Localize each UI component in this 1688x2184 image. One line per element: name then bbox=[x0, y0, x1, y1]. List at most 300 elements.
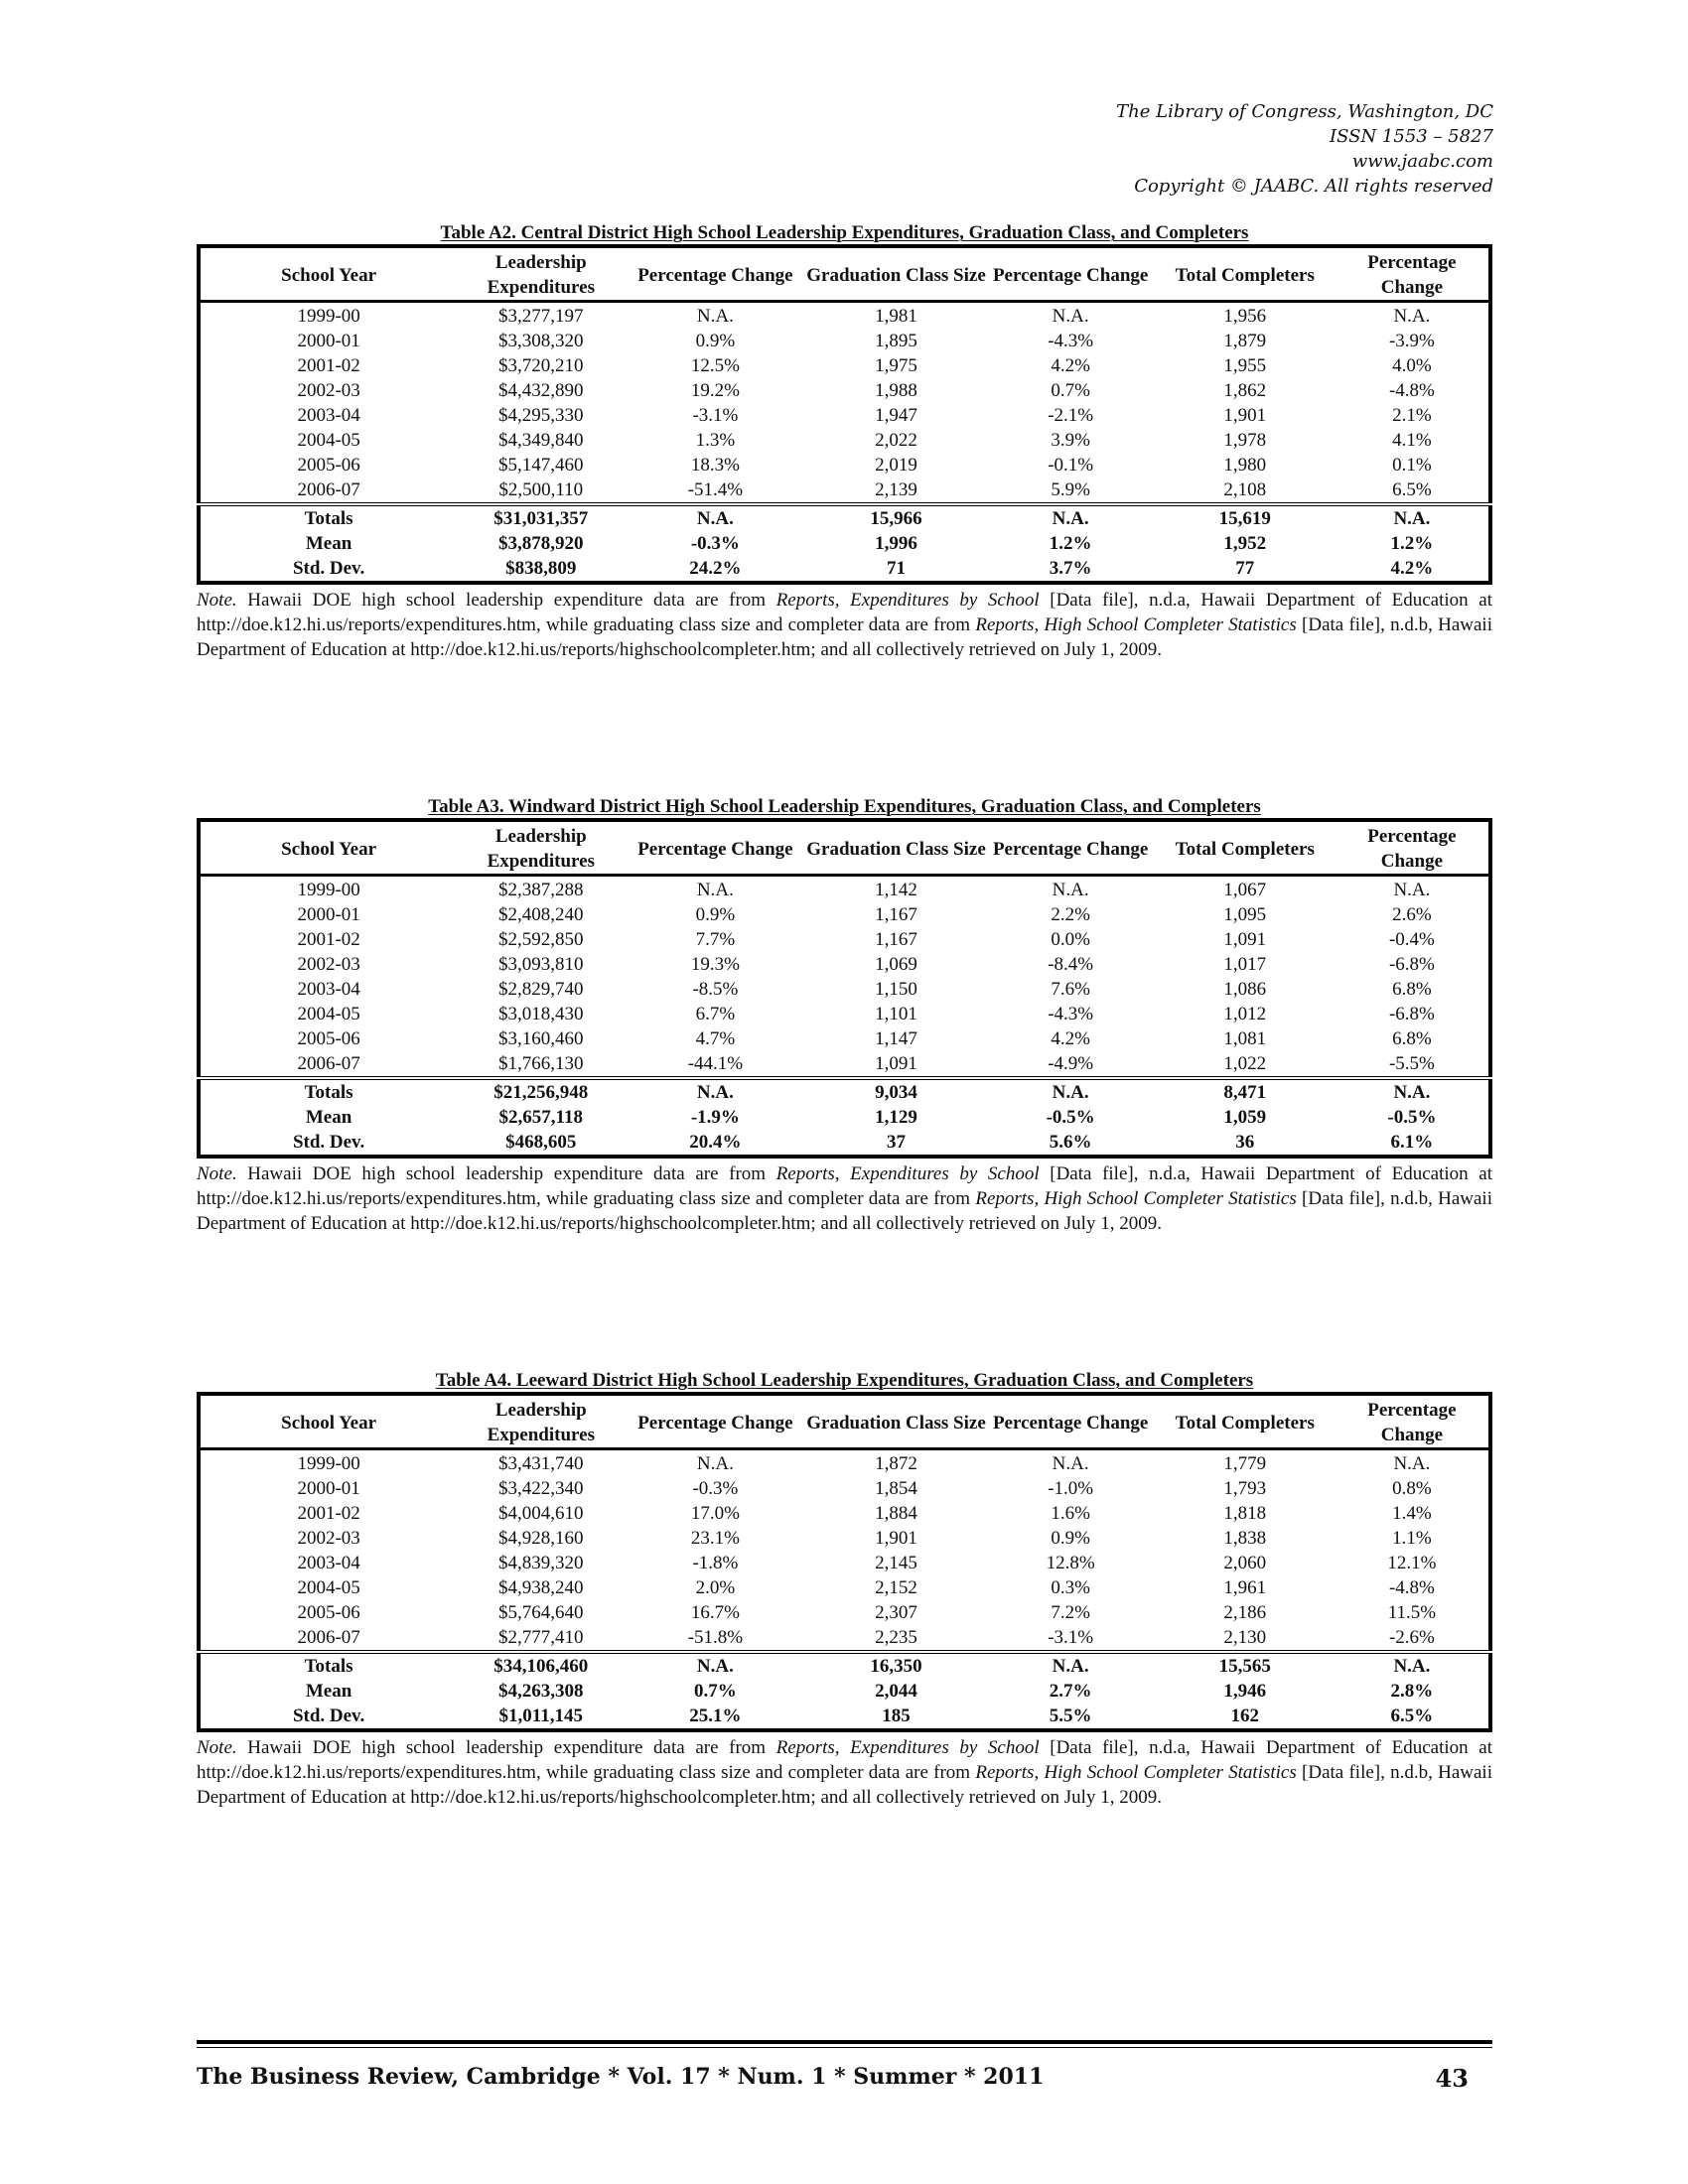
table-row bbox=[199, 1501, 1490, 1526]
table-cell: 5.9% bbox=[1051, 479, 1090, 500]
table-cell: 2003-04 bbox=[297, 1553, 360, 1573]
table-cell: 1,147 bbox=[875, 1028, 917, 1049]
table-cell: $3,308,320 bbox=[498, 331, 584, 351]
header-line-1: The Library of Congress, Washington, DC bbox=[1116, 101, 1493, 122]
table-cell: N.A. bbox=[696, 880, 734, 900]
table-cell: 1,981 bbox=[875, 306, 917, 327]
table-a2 bbox=[197, 244, 1492, 585]
table-cell: 2005-06 bbox=[297, 1602, 360, 1623]
column-header: Percentage Change bbox=[1336, 1394, 1490, 1449]
summary-cell: 6.5% bbox=[1390, 1706, 1434, 1726]
summary-cell: 8,471 bbox=[1155, 1078, 1336, 1105]
table-cell: -4.8% bbox=[1388, 1577, 1435, 1598]
summary-row bbox=[199, 1130, 1490, 1157]
table-cell: $4,938,240 bbox=[498, 1577, 584, 1598]
table-cell: 2003-04 bbox=[297, 405, 360, 426]
summary-cell: 162 bbox=[1230, 1706, 1260, 1726]
table-cell: 1999-00 bbox=[297, 880, 360, 900]
table-cell: $4,432,890 bbox=[498, 380, 584, 401]
table-cell: 1.4% bbox=[1392, 1503, 1432, 1524]
summary-cell: 0.7% bbox=[694, 1681, 737, 1702]
table-cell: 1,838 bbox=[1223, 1528, 1267, 1549]
note-text: [Data file], n.d.a, Hawaii Department of Education at http://doe.k12.hi.us/reports/expenditures.htm, while graduating class size and completer data are from bbox=[197, 1737, 1492, 1783]
note-text: Hawaii DOE high school leadership expenditure data are from bbox=[236, 1737, 776, 1758]
table-cell: 1,012 bbox=[1223, 1004, 1267, 1024]
table-cell: 2,019 bbox=[875, 455, 917, 476]
table-cell: -2.1% bbox=[1048, 405, 1094, 426]
table-cell: 1,895 bbox=[875, 331, 917, 351]
table-cell: 1,101 bbox=[875, 1004, 917, 1024]
table-cell: $4,004,610 bbox=[498, 1503, 584, 1524]
summary-cell: 3.7% bbox=[1049, 558, 1092, 579]
summary-cell: $4,263,308 bbox=[498, 1681, 584, 1702]
table-a2-block bbox=[197, 223, 1492, 662]
column-header: Percentage Change bbox=[1336, 820, 1490, 876]
table-cell: 2000-01 bbox=[297, 1478, 360, 1499]
summary-cell: Std. Dev. bbox=[292, 1706, 365, 1726]
table-cell: 1,067 bbox=[1223, 880, 1267, 900]
table-caption bbox=[197, 223, 1492, 244]
table-cell: 1,988 bbox=[875, 380, 917, 401]
table-cell: 1,862 bbox=[1223, 380, 1267, 401]
table-cell: 1,956 bbox=[1223, 306, 1267, 327]
summary-cell: 2.8% bbox=[1390, 1681, 1434, 1702]
summary-cell: 9,034 bbox=[805, 1078, 986, 1105]
summary-cell: $3,878,920 bbox=[498, 533, 584, 554]
summary-cell: 1.2% bbox=[1049, 533, 1092, 554]
summary-cell: N.A. bbox=[1336, 1078, 1490, 1105]
table-row bbox=[199, 1575, 1490, 1600]
summary-cell: N.A. bbox=[987, 1078, 1155, 1105]
table-cell: 4.2% bbox=[1051, 1028, 1090, 1049]
table-cell: 1,872 bbox=[875, 1453, 917, 1474]
table-cell: 0.9% bbox=[695, 331, 736, 351]
column-header: Percentage Change bbox=[625, 246, 805, 302]
note-text: [Data file], n.d.a, Hawaii Department of Education at http://doe.k12.hi.us/reports/expenditures.htm, while graduating class size and completer data are from bbox=[197, 590, 1492, 635]
summary-cell: 5.6% bbox=[1049, 1132, 1092, 1153]
summary-cell: 1,059 bbox=[1223, 1107, 1267, 1128]
table-cell: 2002-03 bbox=[297, 1528, 360, 1549]
table-row bbox=[199, 378, 1490, 403]
table-cell: 1,947 bbox=[875, 405, 917, 426]
table-note bbox=[197, 1161, 1492, 1236]
table-cell: 0.9% bbox=[695, 904, 736, 925]
table-row bbox=[199, 1625, 1490, 1652]
table-row bbox=[199, 876, 1490, 903]
table-cell: 1.1% bbox=[1392, 1528, 1432, 1549]
note-source-title: Reports, Expenditures by School bbox=[775, 1163, 1040, 1184]
table-cell: 2001-02 bbox=[297, 355, 360, 376]
summary-cell: 16,350 bbox=[805, 1652, 986, 1679]
table-cell: 1,150 bbox=[875, 979, 917, 1000]
table-cell: 2002-03 bbox=[297, 954, 360, 975]
table-cell: -4.9% bbox=[1048, 1053, 1094, 1074]
summary-cell: N.A. bbox=[987, 504, 1155, 531]
table-cell: -6.8% bbox=[1388, 954, 1435, 975]
table-row bbox=[199, 927, 1490, 952]
table-cell: $3,160,460 bbox=[498, 1028, 584, 1049]
summary-row bbox=[199, 504, 1490, 531]
column-header: Percentage Change bbox=[625, 1394, 805, 1449]
table-row bbox=[199, 952, 1490, 977]
summary-cell: Totals bbox=[199, 1078, 457, 1105]
table-cell: 1.3% bbox=[695, 430, 736, 451]
table-note bbox=[197, 588, 1492, 662]
table-cell: 2,139 bbox=[875, 479, 917, 500]
summary-row bbox=[199, 1704, 1490, 1730]
summary-row bbox=[199, 1105, 1490, 1130]
table-cell: 2005-06 bbox=[297, 455, 360, 476]
table-cell: 1,854 bbox=[875, 1478, 917, 1499]
table-cell: 4.1% bbox=[1392, 430, 1432, 451]
column-header: School Year bbox=[199, 1394, 457, 1449]
table-cell: $3,720,210 bbox=[498, 355, 584, 376]
column-header: Percentage Change bbox=[1336, 246, 1490, 302]
table-cell: 1,879 bbox=[1223, 331, 1267, 351]
table-row bbox=[199, 902, 1490, 927]
table-header-row bbox=[199, 820, 1490, 876]
summary-cell: Mean bbox=[305, 533, 352, 554]
table-caption bbox=[197, 797, 1492, 818]
footer-journal-title: The Business Review, Cambridge * Vol. 17 * Num. 1 * Summer * 2011 bbox=[197, 2064, 1045, 2090]
summary-cell: 15,966 bbox=[805, 504, 986, 531]
table-cell: N.A. bbox=[1052, 306, 1089, 327]
table-cell: $4,295,330 bbox=[498, 405, 584, 426]
summary-cell: -0.3% bbox=[690, 533, 740, 554]
column-header: Graduation Class Size bbox=[805, 820, 986, 876]
summary-cell: 5.5% bbox=[1049, 1706, 1092, 1726]
table-cell: 1.6% bbox=[1051, 1503, 1090, 1524]
table-cell: 0.3% bbox=[1051, 1577, 1090, 1598]
note-text: Hawaii DOE high school leadership expenditure data are from bbox=[236, 1163, 776, 1184]
summary-cell: $34,106,460 bbox=[457, 1652, 625, 1679]
note-text: [Data file], n.d.a, Hawaii Department of Education at http://doe.k12.hi.us/reports/expenditures.htm, while graduating class size and completer data are from bbox=[197, 1163, 1492, 1209]
table-cell: $3,277,197 bbox=[498, 306, 584, 327]
table-cell: 18.3% bbox=[690, 455, 740, 476]
table-cell: N.A. bbox=[696, 1453, 734, 1474]
table-row bbox=[199, 428, 1490, 453]
table-cell: 2006-07 bbox=[297, 1053, 360, 1074]
table-row bbox=[199, 1476, 1490, 1501]
table-cell: -6.8% bbox=[1388, 1004, 1435, 1024]
table-cell: 1,091 bbox=[875, 1053, 917, 1074]
table-note bbox=[197, 1735, 1492, 1810]
table-cell: 4.0% bbox=[1392, 355, 1432, 376]
table-cell: 2001-02 bbox=[297, 929, 360, 950]
table-cell: 6.8% bbox=[1392, 1028, 1432, 1049]
table-cell: $3,093,810 bbox=[498, 954, 584, 975]
table-cell: 7.2% bbox=[1051, 1602, 1090, 1623]
summary-row bbox=[199, 531, 1490, 556]
summary-cell: 15,619 bbox=[1155, 504, 1336, 531]
table-cell: 16.7% bbox=[690, 1602, 740, 1623]
table-cell: -2.6% bbox=[1388, 1627, 1435, 1648]
table-row bbox=[199, 302, 1490, 330]
table-row bbox=[199, 403, 1490, 428]
table-cell: -4.3% bbox=[1048, 331, 1094, 351]
note-text: [Data file], n.d.b, Hawaii Department of Education at http://doe.k12.hi.us/reports/highschoolcompleter.htm; and all collectively retrieved on July 1, 2009. bbox=[197, 1762, 1492, 1808]
table-cell: -3.1% bbox=[692, 405, 739, 426]
column-header: Total Completers bbox=[1155, 820, 1336, 876]
column-header: Graduation Class Size bbox=[805, 246, 986, 302]
table-caption-text: Table A4. Leeward District High School Leadership Expenditures, Graduation Class, and Completers bbox=[435, 1370, 1254, 1391]
column-header: Total Completers bbox=[1155, 246, 1336, 302]
table-cell: $1,766,130 bbox=[498, 1053, 584, 1074]
summary-cell: 36 bbox=[1235, 1132, 1255, 1153]
table-cell: $4,928,160 bbox=[498, 1528, 584, 1549]
table-cell: -44.1% bbox=[687, 1053, 744, 1074]
summary-cell: $838,809 bbox=[505, 558, 577, 579]
table-cell: 1,779 bbox=[1223, 1453, 1267, 1474]
column-header: Percentage Change bbox=[987, 820, 1155, 876]
column-header: Percentage Change bbox=[987, 246, 1155, 302]
table-cell: N.A. bbox=[1393, 1453, 1431, 1474]
table-header-row bbox=[199, 1394, 1490, 1449]
column-header: Percentage Change bbox=[625, 820, 805, 876]
summary-cell: 185 bbox=[882, 1706, 911, 1726]
column-header: Leadership Expenditures bbox=[457, 1394, 625, 1449]
table-cell: 23.1% bbox=[690, 1528, 740, 1549]
table-cell: 7.7% bbox=[695, 929, 736, 950]
table-cell: 12.8% bbox=[1046, 1553, 1095, 1573]
table-cell: 6.5% bbox=[1392, 479, 1432, 500]
table-cell: 2000-01 bbox=[297, 904, 360, 925]
summary-cell: N.A. bbox=[1336, 504, 1490, 531]
column-header: Leadership Expenditures bbox=[457, 820, 625, 876]
table-cell: 2,108 bbox=[1223, 479, 1267, 500]
table-cell: N.A. bbox=[696, 306, 734, 327]
table-row bbox=[199, 478, 1490, 504]
table-cell: 2004-05 bbox=[297, 1004, 360, 1024]
summary-cell: 77 bbox=[1235, 558, 1255, 579]
table-cell: -0.3% bbox=[692, 1478, 739, 1499]
note-label: Note. bbox=[197, 1163, 237, 1184]
table-cell: 1,978 bbox=[1223, 430, 1267, 451]
table-cell: 6.7% bbox=[695, 1004, 736, 1024]
table-cell: 1,142 bbox=[875, 880, 917, 900]
table-cell: $2,387,288 bbox=[498, 880, 584, 900]
table-cell: 1,086 bbox=[1223, 979, 1267, 1000]
table-cell: -3.9% bbox=[1388, 331, 1435, 351]
table-cell: 0.1% bbox=[1392, 455, 1432, 476]
summary-cell: 1,952 bbox=[1223, 533, 1267, 554]
table-cell: $2,592,850 bbox=[498, 929, 584, 950]
summary-row bbox=[199, 556, 1490, 583]
summary-cell: N.A. bbox=[625, 1078, 805, 1105]
table-row bbox=[199, 1551, 1490, 1575]
table-cell: 1,022 bbox=[1223, 1053, 1267, 1074]
table-cell: N.A. bbox=[1393, 880, 1431, 900]
footer-rule bbox=[197, 2040, 1492, 2048]
summary-cell: $31,031,357 bbox=[457, 504, 625, 531]
summary-cell: 2,044 bbox=[875, 1681, 917, 1702]
table-cell: 2004-05 bbox=[297, 1577, 360, 1598]
table-cell: 2.2% bbox=[1051, 904, 1090, 925]
table-cell: 1,081 bbox=[1223, 1028, 1267, 1049]
summary-cell: $468,605 bbox=[505, 1132, 577, 1153]
summary-row bbox=[199, 1078, 1490, 1105]
table-a4 bbox=[197, 1392, 1492, 1732]
table-cell: 19.3% bbox=[690, 954, 740, 975]
table-cell: 1,091 bbox=[1223, 929, 1267, 950]
summary-cell: 24.2% bbox=[689, 558, 742, 579]
table-caption-text: Table A3. Windward District High School Leadership Expenditures, Graduation Class, and Completers bbox=[428, 796, 1261, 817]
table-cell: 0.0% bbox=[1051, 929, 1090, 950]
table-a4-block bbox=[197, 1371, 1492, 1810]
table-cell: 2,186 bbox=[1223, 1602, 1267, 1623]
table-cell: 1,818 bbox=[1223, 1503, 1267, 1524]
column-header: School Year bbox=[199, 820, 457, 876]
header-line-2: ISSN 1553 – 5827 bbox=[1330, 126, 1493, 147]
table-row bbox=[199, 453, 1490, 478]
summary-cell: -1.9% bbox=[690, 1107, 740, 1128]
summary-cell: 20.4% bbox=[689, 1132, 742, 1153]
table-cell: 1,884 bbox=[875, 1503, 917, 1524]
table-cell: 11.5% bbox=[1387, 1602, 1437, 1623]
summary-cell: Std. Dev. bbox=[292, 1132, 365, 1153]
table-cell: $4,839,320 bbox=[498, 1553, 584, 1573]
table-cell: $2,500,110 bbox=[498, 479, 584, 500]
table-cell: 1,017 bbox=[1223, 954, 1267, 975]
note-source-title: Reports, Expenditures by School bbox=[775, 1737, 1040, 1758]
table-cell: N.A. bbox=[1393, 306, 1431, 327]
table-cell: 1,980 bbox=[1223, 455, 1267, 476]
table-row bbox=[199, 329, 1490, 353]
table-row bbox=[199, 1449, 1490, 1477]
summary-cell: 4.2% bbox=[1390, 558, 1434, 579]
page-number: 43 bbox=[1435, 2064, 1469, 2093]
summary-cell: 15,565 bbox=[1155, 1652, 1336, 1679]
summary-cell: N.A. bbox=[625, 1652, 805, 1679]
summary-cell: 1,129 bbox=[875, 1107, 917, 1128]
table-cell: 2,152 bbox=[875, 1577, 917, 1598]
table-cell: 2000-01 bbox=[297, 331, 360, 351]
table-cell: 1,961 bbox=[1223, 1577, 1267, 1598]
table-cell: -0.4% bbox=[1388, 929, 1435, 950]
summary-cell: $1,011,145 bbox=[498, 1706, 583, 1726]
table-cell: 1,167 bbox=[875, 929, 917, 950]
table-cell: 2003-04 bbox=[297, 979, 360, 1000]
table-cell: 2.1% bbox=[1392, 405, 1432, 426]
table-cell: 2,130 bbox=[1223, 1627, 1267, 1648]
summary-cell: Mean bbox=[305, 1107, 352, 1128]
table-cell: $2,829,740 bbox=[498, 979, 584, 1000]
table-cell: 2001-02 bbox=[297, 1503, 360, 1524]
column-header: School Year bbox=[199, 246, 457, 302]
table-row bbox=[199, 1002, 1490, 1026]
table-cell: 2006-07 bbox=[297, 479, 360, 500]
table-cell: 2,060 bbox=[1223, 1553, 1267, 1573]
note-text: Hawaii DOE high school leadership expenditure data are from bbox=[236, 590, 776, 611]
table-cell: -4.8% bbox=[1388, 380, 1435, 401]
column-header: Percentage Change bbox=[987, 1394, 1155, 1449]
table-cell: 12.1% bbox=[1387, 1553, 1437, 1573]
table-cell: 1,069 bbox=[875, 954, 917, 975]
table-cell: 1,955 bbox=[1223, 355, 1267, 376]
table-cell: -3.1% bbox=[1048, 1627, 1094, 1648]
summary-cell: 25.1% bbox=[689, 1706, 742, 1726]
table-cell: -0.1% bbox=[1048, 455, 1094, 476]
table-cell: -8.5% bbox=[692, 979, 739, 1000]
table-row bbox=[199, 353, 1490, 378]
table-cell: 4.7% bbox=[695, 1028, 736, 1049]
table-cell: 0.9% bbox=[1051, 1528, 1090, 1549]
table-cell: $3,018,430 bbox=[498, 1004, 584, 1024]
table-cell: 0.7% bbox=[1051, 380, 1090, 401]
table-cell: -1.0% bbox=[1048, 1478, 1094, 1499]
table-cell: 2006-07 bbox=[297, 1627, 360, 1648]
note-source-title: Reports, High School Completer Statistics bbox=[975, 1188, 1297, 1209]
table-cell: 3.9% bbox=[1051, 430, 1090, 451]
summary-cell: 2.7% bbox=[1049, 1681, 1092, 1702]
table-cell: 19.2% bbox=[690, 380, 740, 401]
table-cell: -51.8% bbox=[687, 1627, 744, 1648]
table-cell: 0.8% bbox=[1392, 1478, 1432, 1499]
table-row bbox=[199, 1600, 1490, 1625]
table-cell: -8.4% bbox=[1048, 954, 1094, 975]
summary-cell: 1.2% bbox=[1390, 533, 1434, 554]
table-cell: $5,764,640 bbox=[498, 1602, 584, 1623]
table-cell: -1.8% bbox=[692, 1553, 739, 1573]
table-a3-block bbox=[197, 797, 1492, 1236]
table-header-row bbox=[199, 246, 1490, 302]
table-cell: N.A. bbox=[1052, 1453, 1089, 1474]
header-line-4: Copyright © JAABC. All rights reserved bbox=[1134, 176, 1493, 197]
summary-cell: 1,996 bbox=[875, 533, 917, 554]
header-line-3: www.jaabc.com bbox=[1351, 151, 1493, 172]
table-cell: 6.8% bbox=[1392, 979, 1432, 1000]
summary-cell: 6.1% bbox=[1390, 1132, 1434, 1153]
table-row bbox=[199, 977, 1490, 1002]
summary-cell: -0.5% bbox=[1046, 1107, 1095, 1128]
summary-cell: $2,657,118 bbox=[498, 1107, 583, 1128]
table-a3 bbox=[197, 818, 1492, 1159]
summary-cell: 37 bbox=[887, 1132, 907, 1153]
summary-cell: Totals bbox=[199, 504, 457, 531]
table-row bbox=[199, 1051, 1490, 1078]
summary-cell: N.A. bbox=[987, 1652, 1155, 1679]
table-cell: 1999-00 bbox=[297, 306, 360, 327]
table-cell: 2.6% bbox=[1392, 904, 1432, 925]
table-cell: 2,145 bbox=[875, 1553, 917, 1573]
table-row bbox=[199, 1026, 1490, 1051]
table-cell: $3,431,740 bbox=[498, 1453, 584, 1474]
column-header: Total Completers bbox=[1155, 1394, 1336, 1449]
table-cell: 1,901 bbox=[1223, 405, 1267, 426]
table-cell: $2,408,240 bbox=[498, 904, 584, 925]
table-cell: 4.2% bbox=[1051, 355, 1090, 376]
table-cell: 12.5% bbox=[690, 355, 740, 376]
summary-cell: Std. Dev. bbox=[292, 558, 365, 579]
table-cell: 2002-03 bbox=[297, 380, 360, 401]
note-source-title: Reports, Expenditures by School bbox=[775, 590, 1040, 611]
table-cell: 2004-05 bbox=[297, 430, 360, 451]
summary-cell: $21,256,948 bbox=[457, 1078, 625, 1105]
table-caption-text: Table A2. Central District High School Leadership Expenditures, Graduation Class, and Completers bbox=[440, 222, 1249, 243]
summary-cell: -0.5% bbox=[1387, 1107, 1437, 1128]
table-cell: 1,901 bbox=[875, 1528, 917, 1549]
note-text: [Data file], n.d.b, Hawaii Department of Education at http://doe.k12.hi.us/reports/highschoolcompleter.htm; and all collectively retrieved on July 1, 2009. bbox=[197, 1188, 1492, 1234]
table-cell: -4.3% bbox=[1048, 1004, 1094, 1024]
column-header: Leadership Expenditures bbox=[457, 246, 625, 302]
table-cell: -5.5% bbox=[1388, 1053, 1435, 1074]
table-cell: 2,235 bbox=[875, 1627, 917, 1648]
note-label: Note. bbox=[197, 1737, 237, 1758]
summary-cell: 71 bbox=[887, 558, 907, 579]
table-cell: $2,777,410 bbox=[498, 1627, 584, 1648]
summary-cell: N.A. bbox=[1336, 1652, 1490, 1679]
table-cell: 1,793 bbox=[1223, 1478, 1267, 1499]
